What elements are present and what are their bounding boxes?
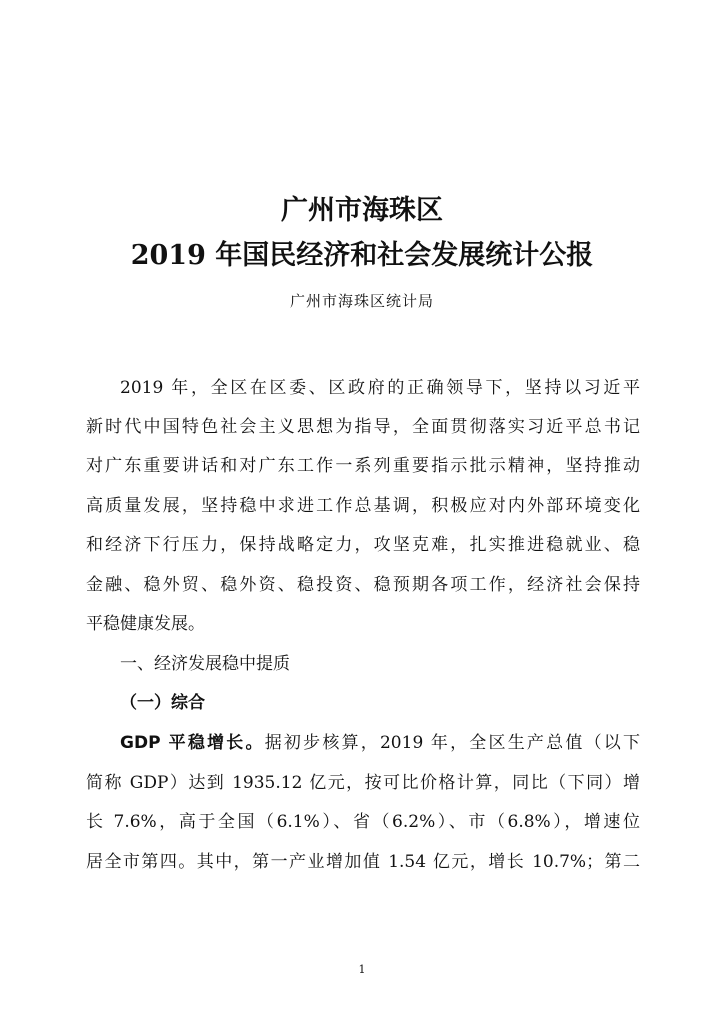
intro-line-4: 高质量发展，坚持稳中求进工作总基调，积极应对内外部环境变化 [86,496,640,516]
intro-line-2: 新时代中国特色社会主义思想为指导，全面贯彻落实习近平总书记 [86,417,640,437]
report-title-line-1: 广州市海珠区 [281,195,443,226]
report-title-line-2: 2019 年国民经济和社会发展统计公报 [130,240,594,271]
page-number: 1 [358,963,366,976]
gdp-paragraph-line-2: 简称 GDP）达到 1935.12 亿元，按可比价格计算，同比（下同）增 [86,773,640,793]
intro-line-7: 平稳健康发展。 [86,614,205,634]
section-heading: 一、经济发展稳中提质 [120,654,290,674]
gdp-paragraph-line-4: 居全市第四。其中，第一产业增加值 1.54 亿元，增长 10.7%；第二 [86,852,640,872]
intro-line-6: 金融、稳外贸、稳外资、稳投资、稳预期各项工作，经济社会保持 [86,575,640,595]
report-author: 广州市海珠区统计局 [289,292,434,310]
subsection-heading: （一）综合 [120,693,205,713]
gdp-lead: GDP 平稳增长。 [120,733,265,753]
gdp-paragraph-line-1 [120,731,640,755]
gdp-paragraph-line-3: 长 7.6%，高于全国（6.1%）、省（6.2%）、市（6.8%），增速位 [86,812,640,832]
intro-line-3: 对广东重要讲话和对广东工作一系列重要指示批示精神，坚持推动 [86,456,640,476]
intro-line-5: 和经济下行压力，保持战略定力，攻坚克难，扎实推进稳就业、稳 [86,535,640,555]
intro-line-1: 2019 年，全区在区委、区政府的正确领导下，坚持以习近平 [120,378,640,398]
gdp-line-1-text: 据初步核算，2019 年，全区生产总值（以下 [264,733,640,753]
